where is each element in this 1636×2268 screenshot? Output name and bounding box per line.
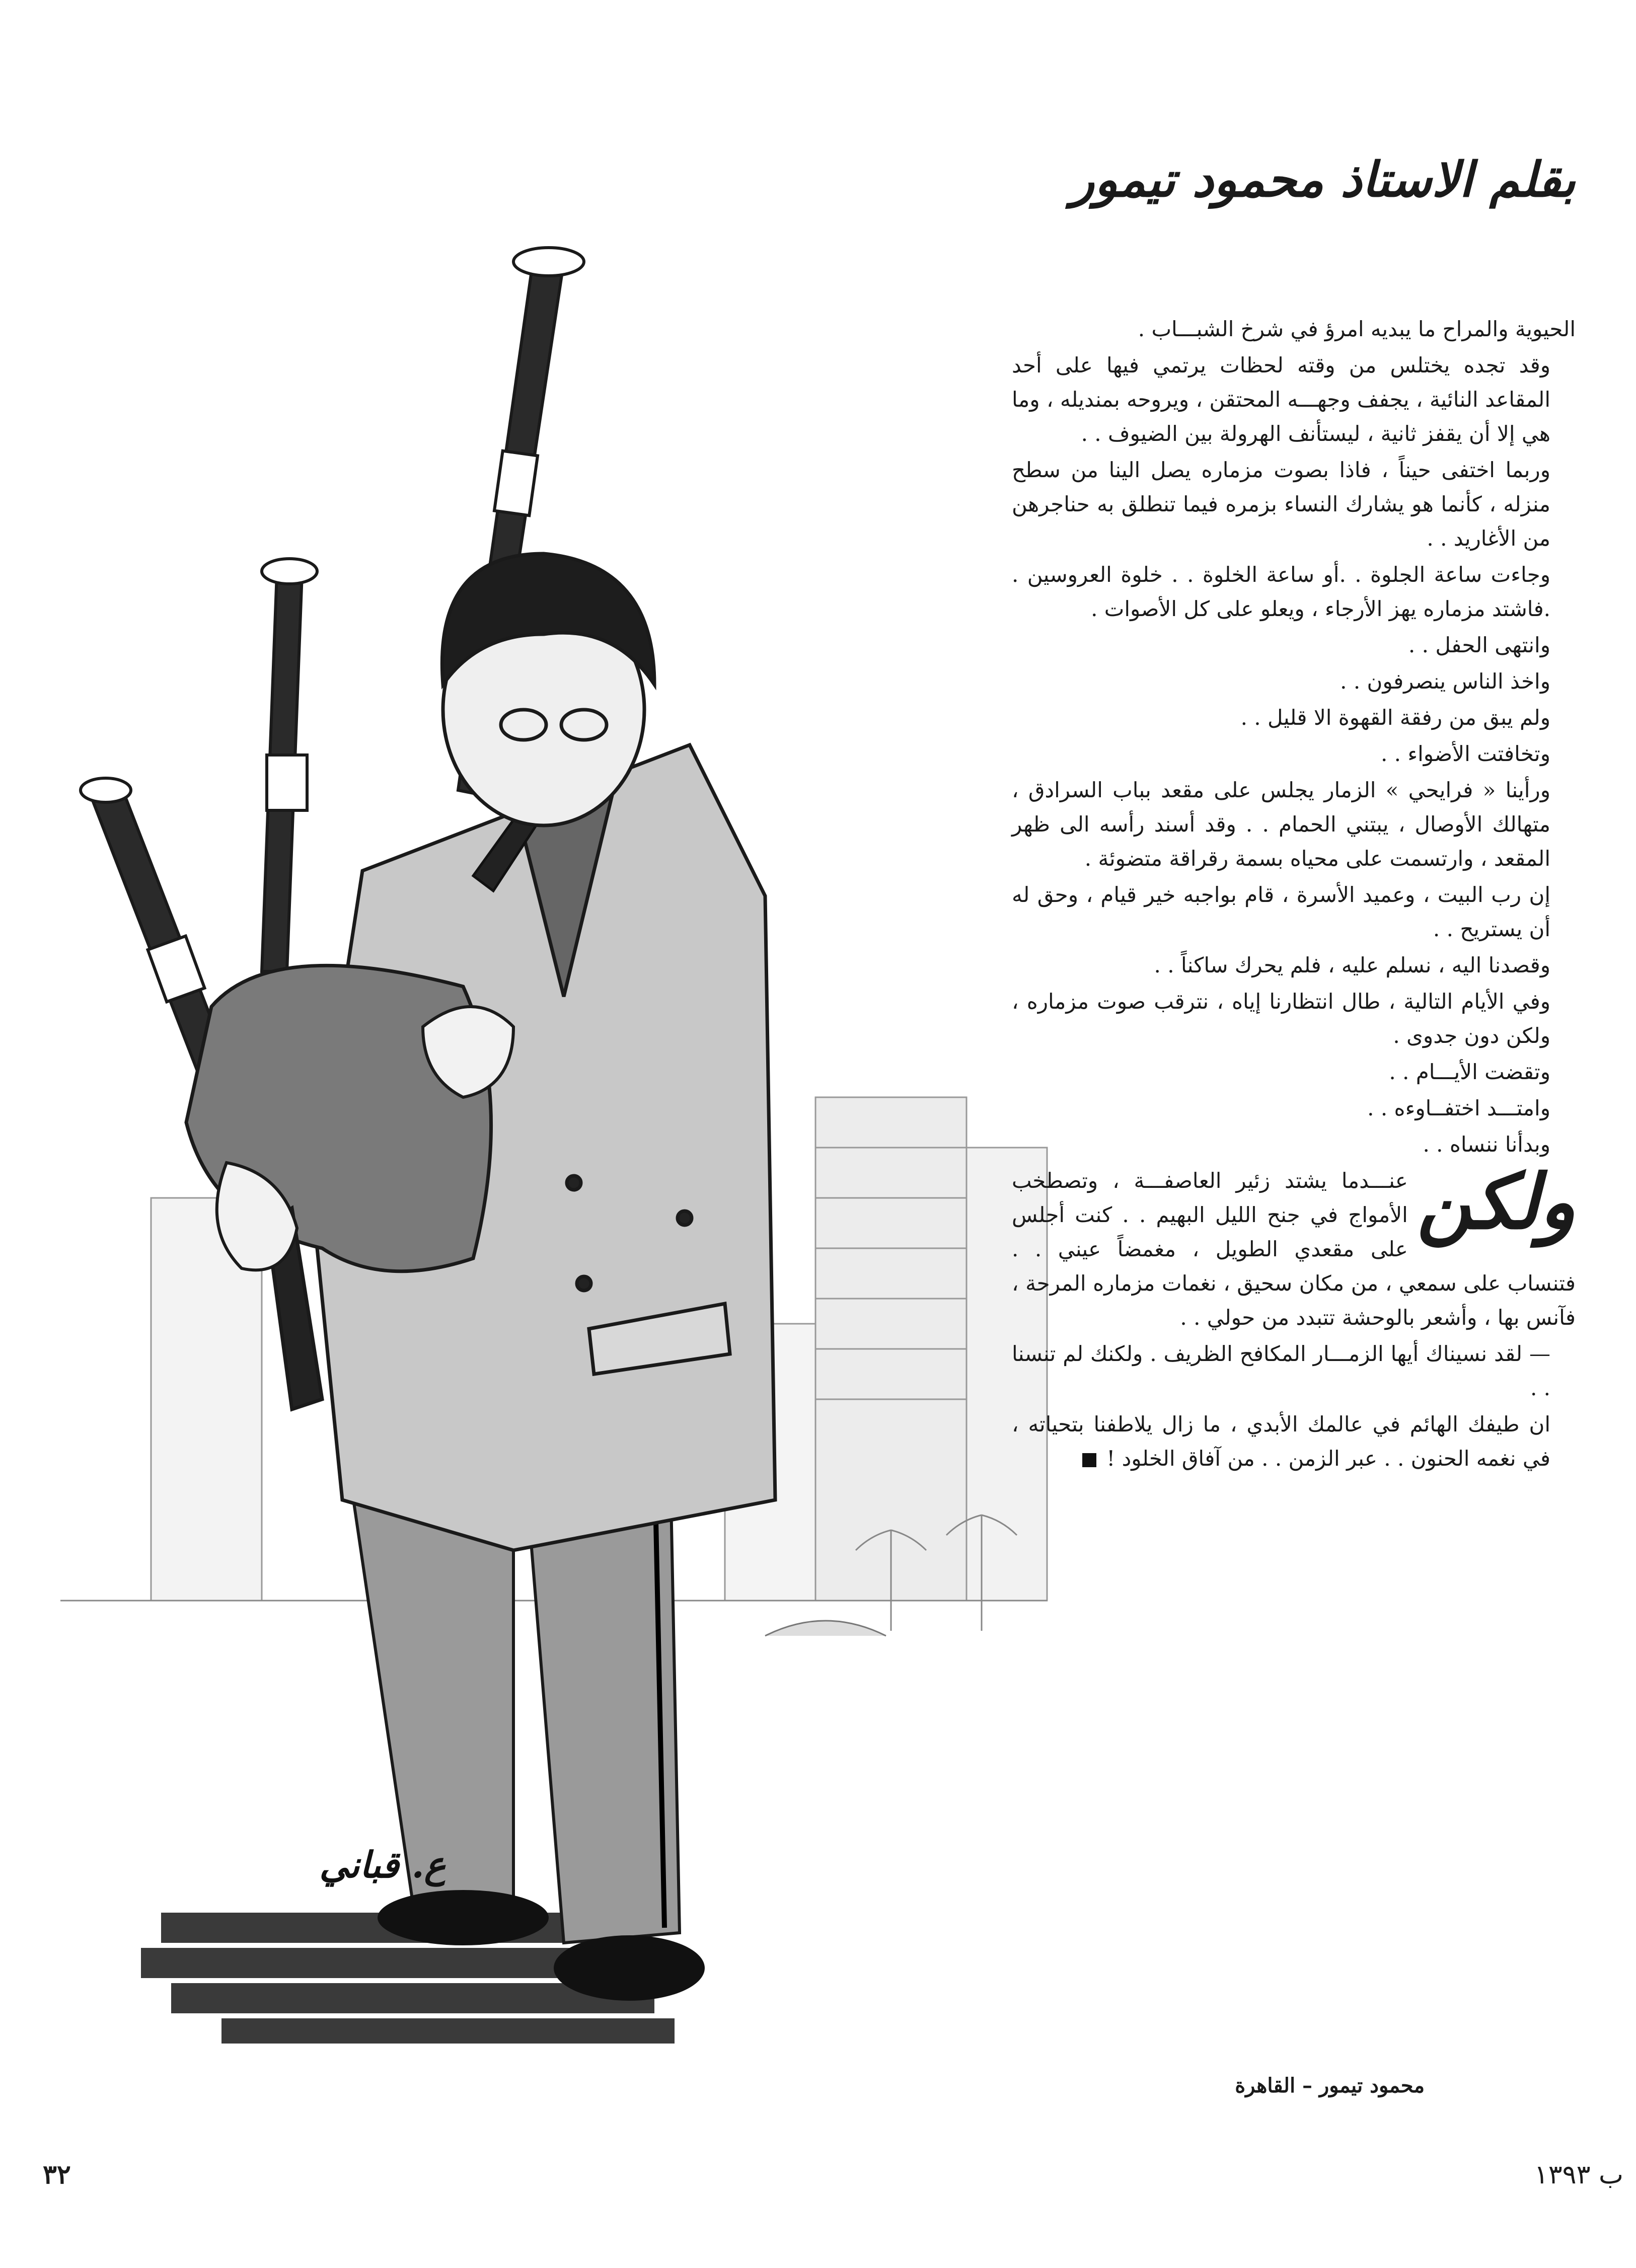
article-paragraph: — لقد نسيناك أيها الزمـــار المكافح الظريف . ولكنك لم تنسنا . .	[1012, 1341, 1550, 1400]
dropcap-paragraph-text: عنـــدما يشتد زئير العاصفـــة ، وتصطخب الأمواج في جنح الليل البهيم . . كنت أجلس على مقعدي الطويل ، مغمضاً عيني . . فتنساب على سمعي ، من مكان سحيق ، نغمات مزماره المرحة ، فآنس بها ، وأشعر بالوحشة تتبدد من حولي . .	[1012, 1168, 1576, 1330]
dropcap-paragraph	[1012, 1158, 1576, 1335]
article-paragraph: الحيوية والمراح ما يبديه امرؤ في شرخ الشبـــاب .	[1138, 317, 1576, 341]
article-paragraph: وبدأنا ننساه . .	[1423, 1132, 1550, 1157]
article-paragraph: وتقضت الأيـــام . .	[1389, 1060, 1550, 1084]
paragraph-group	[1012, 312, 1576, 1162]
article-paragraph: وانتهى الحفل . .	[1408, 633, 1550, 657]
article-paragraph: ورأينا « فرايحي » الزمار يجلس على مقعد بباب السرادق ، متهالك الأوصال ، يبتني الحمام . . وقد أسند رأسه الى ظهر المقعد ، وارتسمت على محياه بسمة رقراقة متضوئة .	[1012, 778, 1550, 871]
author-signature: محمود تيمور – القاهرة	[1235, 2074, 1425, 2097]
article-paragraph: وفي الأيام التالية ، طال انتظارنا إياه ، نترقب صوت مزماره ، ولكن دون جدوى .	[1012, 989, 1550, 1048]
article-paragraph: وربما اختفى حيناً ، فاذا بصوت مزماره يصل الينا من سطح منزله ، كأنما هو يشارك النساء بزمره فيما تنطلق به حناجرهن من الأغاريد . .	[1012, 458, 1550, 551]
article-paragraph: وامتـــد اختفــاوءه . .	[1367, 1096, 1550, 1120]
article-paragraph: وقد تجده يختلس من وقته لحظات يرتمي فيها على أحد المقاعد النائية ، يجفف وجهـــه المحتقن ، ويروحه بمنديله ، وما هي إلا أن يقفز ثانية ، ليستأنف الهرولة بين الضيوف . .	[1012, 353, 1550, 446]
article-paragraph: واخذ الناس ينصرفون . .	[1340, 669, 1550, 694]
closing-paragraph-group	[1012, 1337, 1576, 1476]
artist-signature: ع. قباني	[319, 1843, 446, 1886]
article-byline: بقلم الاستاذ محمود تيمور	[1071, 151, 1576, 208]
article-paragraph: وجاءت ساعة الجلوة . .أو ساعة الخلوة . . خلوة العروسين . .فاشتد مزماره يهز الأرجاء ، ويعلو على كل الأصوات .	[1012, 562, 1550, 621]
article-paragraph: وتخافتت الأضواء . .	[1380, 741, 1550, 766]
article-paragraph: ولم يبق من رفقة القهوة الا قليل . .	[1240, 705, 1550, 730]
article-paragraph: وقصدنا اليه ، نسلم عليه ، فلم يحرك ساكناً . .	[1154, 953, 1550, 977]
bagpiper-illustration	[60, 242, 1067, 2164]
dropcap-word: ولكن	[1417, 1158, 1576, 1246]
page-number: ٣٢	[43, 2159, 71, 2190]
article-body	[1012, 312, 1576, 1478]
article-paragraph: إن رب البيت ، وعميد الأسرة ، قام بواجبه خير قيام ، وحق له أن يستريح . .	[1012, 882, 1550, 941]
issue-date: ب ١٣٩٣	[1534, 2160, 1623, 2190]
article-paragraph: ان طيفك الهائم في عالمك الأبدي ، ما زال يلاطفنا بتحياته ، في نغمه الحنون . . عبر الزمن . . من آفاق الخلود !	[1012, 1412, 1550, 1471]
end-of-article-mark-icon	[1082, 1453, 1096, 1467]
